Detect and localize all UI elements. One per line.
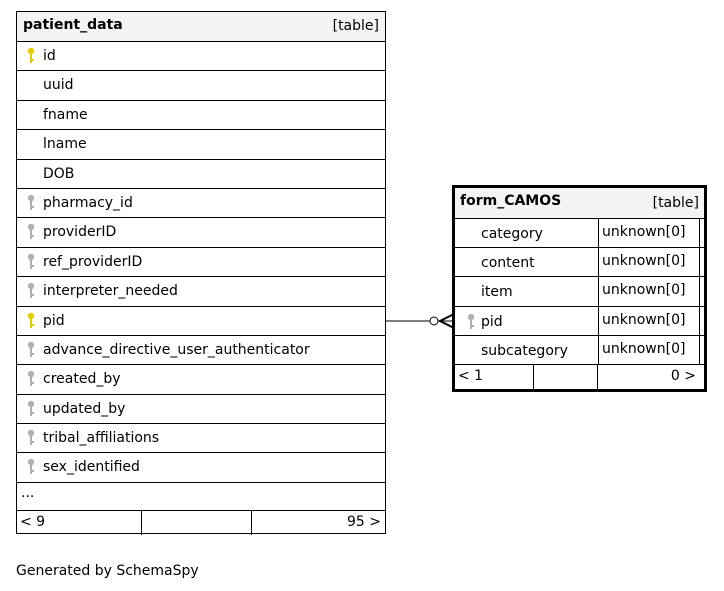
children-count[interactable]: 0 > [670, 367, 696, 384]
column-name: advance_directive_user_authenticator [43, 341, 310, 358]
column-name: pid [481, 313, 503, 330]
children-count[interactable]: 95 > [347, 513, 381, 530]
table-name: patient_data [23, 17, 123, 33]
column-name: pid [43, 312, 65, 329]
column-type: unknown[0] [602, 340, 686, 357]
generated-by-caption: Generated by SchemaSpy [16, 563, 199, 579]
column-type: unknown[0] [602, 311, 686, 328]
table-kind: [table] [652, 195, 699, 211]
parents-count[interactable]: < 1 [458, 367, 484, 384]
column-name: providerID [43, 224, 117, 241]
more-columns-ellipsis: ... [21, 484, 35, 501]
column-name: updated_by [43, 400, 126, 417]
column-name: created_by [43, 371, 121, 388]
column-name: id [43, 48, 56, 64]
table-name: form_CAMOS [460, 193, 562, 209]
column-name: interpreter_needed [43, 283, 178, 300]
column-type: unknown[0] [602, 224, 686, 240]
column-name: category [481, 226, 543, 242]
table-kind: [table] [332, 18, 379, 34]
parents-count[interactable]: < 9 [20, 513, 46, 530]
column-name: item [481, 284, 513, 301]
column-name: uuid [43, 77, 74, 94]
column-name: subcategory [481, 342, 568, 359]
column-type: unknown[0] [602, 282, 686, 299]
column-name: ref_providerID [43, 253, 143, 270]
column-name: DOB [43, 165, 75, 182]
zero-cardinality-marker [430, 317, 438, 325]
column-name: content [481, 255, 535, 272]
column-name: lname [43, 136, 87, 153]
column-name: fname [43, 106, 88, 123]
column-name: tribal_affiliations [43, 430, 160, 447]
column-type: unknown[0] [602, 253, 686, 270]
column-name: pharmacy_id [43, 194, 133, 211]
column-name: sex_identified [43, 459, 140, 476]
